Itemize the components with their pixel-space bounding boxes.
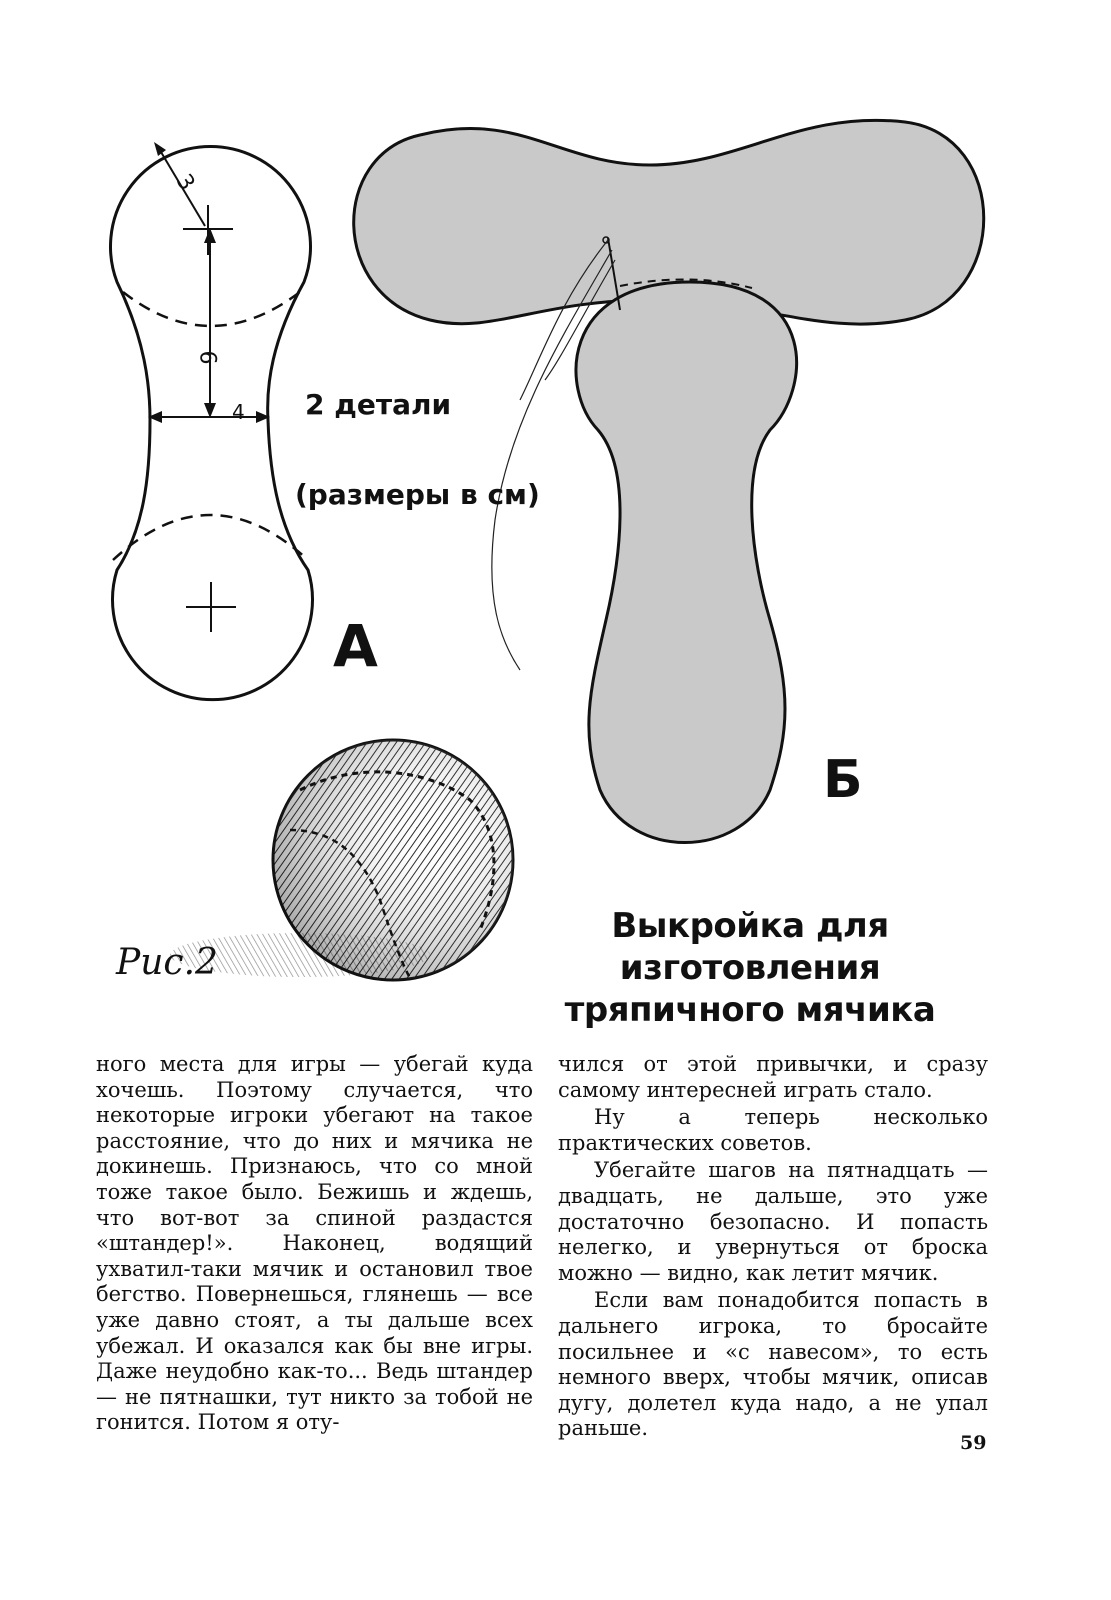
sizes-note: (размеры в см)	[295, 478, 540, 511]
assembly-label-b: Б	[823, 750, 863, 810]
right-paragraph-2: Ну а теперь несколько практических советов.	[558, 1105, 988, 1155]
page-number: 59	[960, 1432, 987, 1454]
right-paragraph-4: Если вам понадобится попасть в дальнего игрока, то бросайте посильнее и «с навесом», то есть немного вверх, чтобы мячик, описав дугу, долетел куда надо, а не упал раньше.	[558, 1288, 988, 1441]
dimension-radius: 3	[170, 169, 200, 196]
parts-note: 2 детали	[305, 388, 452, 421]
right-column	[558, 1052, 988, 1442]
dimension-height: 6	[194, 350, 220, 365]
pattern-a-outline	[111, 142, 313, 700]
caption-line-2: тряпичного мячика	[564, 990, 936, 1030]
left-paragraph: ного места для игры — убегай куда хочешь. Поэтому случается, что некоторые игроки убегают на такое расстояние, что до них и мячика не докинешь. Признаюсь, что со мной тоже такое было. Бежишь и ждешь, что вот-вот за спиной раздастся «штандер!». Наконец, водящий ухватил-таки мячик и остановил твое бегство. Повернешься, глянешь — все уже давно стоят, а ты дальше всех убежал. И оказался как бы вне игры. Даже неудобно как-то... Ведь штандер — не пятнашки, тут никто за тобой не гонится. Потом я оту-	[96, 1052, 533, 1435]
rag-ball-illustration	[170, 740, 513, 980]
right-paragraph-1: чился от этой привычки, и сразу самому интересней играть стало.	[558, 1052, 988, 1102]
pattern-label-a: А	[333, 612, 378, 680]
right-paragraph-3: Убегайте шагов на пятнадцать — двадцать, не дальше, это уже достаточно безопасно. И попасть нелегко, и увернуться от броска можно — видно, как летит мячик.	[558, 1158, 988, 1285]
left-column	[96, 1052, 533, 1436]
dimension-width: 4	[232, 400, 245, 424]
figure-number: Рис.2	[116, 942, 218, 983]
figure-caption	[505, 905, 995, 1031]
caption-line-1: Выкройка для изготовления	[611, 906, 889, 988]
